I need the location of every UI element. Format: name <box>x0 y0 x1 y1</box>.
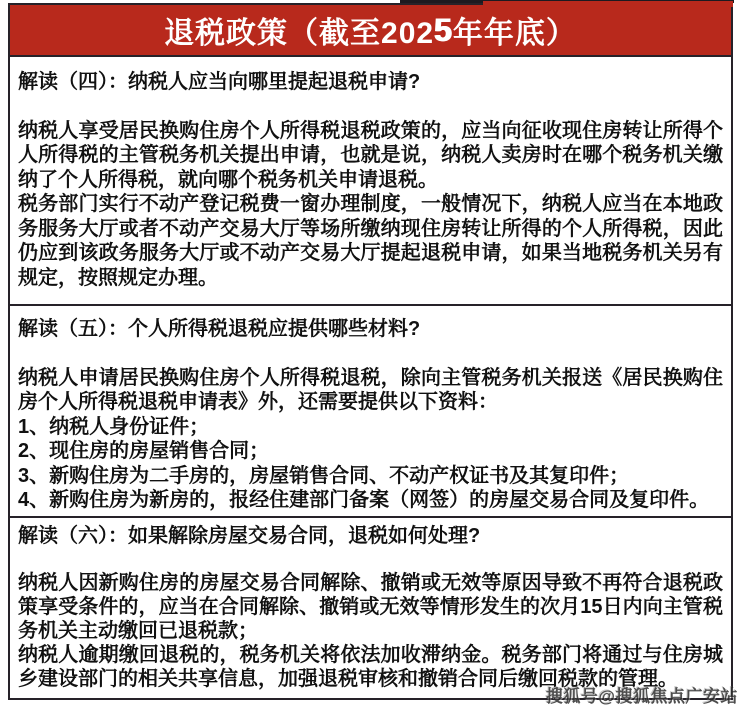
section-6-paragraph-2: 纳税人逾期缴回退税的，税务机关将依法加收滞纳金。税务部门将通过与住房城乡建设部门的相关共享信息，加强退税审核和撤销合同后缴回税款的管理。 <box>18 644 723 690</box>
section-5-heading: 解读（五）：个人所得税退税应提供哪些材料? <box>18 318 421 340</box>
section-interpretation-6 <box>10 518 731 698</box>
section-interpretation-4 <box>10 57 731 306</box>
title-banner <box>10 5 731 57</box>
page-title-prefix: 退税政策（截至202 <box>164 17 435 50</box>
section-5-list-item-2: 2、现住房的房屋销售合同； <box>18 440 270 462</box>
section-4-heading: 解读（四）：纳税人应当向哪里提起退税申请? <box>18 71 421 93</box>
top-crop-artifact-red <box>483 1 733 7</box>
section-interpretation-5 <box>10 306 731 518</box>
section-5-list-item-4: 4、新购住房为新房的，报经住建部门备案（网签）的房屋交易合同及复印件。 <box>18 489 710 511</box>
watermark-text: 搜狐号@搜狐焦点广安站 <box>545 687 738 706</box>
section-6-heading: 解读（六）：如果解除房屋交易合同，退税如何处理? <box>18 525 481 547</box>
section-4-paragraph-2: 税务部门实行不动产登记税费一窗办理制度，一般情况下，纳税人应当在本地政务服务大厅或者不动产交易大厅等场所缴纳现住房转让所得的个人所得税，因此仍应到该政务服务大厅或不动产交易大厅提起退税申请，如果当地税务机关另有规定，按照规定办理。 <box>18 193 723 289</box>
section-6-paragraph-1: 纳税人因新购住房的房屋交易合同解除、撤销或无效等原因导致不再符合退税政策享受条件的，应当在合同解除、撤销或无效等情形发生的次月15日内向主管税务机关主动缴回已退税款； <box>18 572 723 642</box>
page-title-year-digit: 5 <box>434 11 453 48</box>
section-4-paragraph-1: 纳税人享受居民换购住房个人所得税退税政策的，应当向征收现住房转让所得个人所得税的主管税务机关提出申请，也就是说，纳税人卖房时在哪个税务机关缴纳了个人所得税，就向哪个税务机关申请退税。 <box>18 119 723 191</box>
section-5-list-item-3: 3、新购住房为二手房的，房屋销售合同、不动产权证书及其复印件； <box>18 464 630 487</box>
page-title-suffix: 年年底） <box>452 17 577 50</box>
section-5-intro-paragraph: 纳税人申请居民换购住房个人所得税退税，除向主管税务机关报送《居民换购住房个人所得税退税申请表》外，还需要提供以下资料： <box>18 366 723 413</box>
section-5-list-item-1: 1、纳税人身份证件； <box>18 415 210 438</box>
policy-table <box>8 3 733 700</box>
